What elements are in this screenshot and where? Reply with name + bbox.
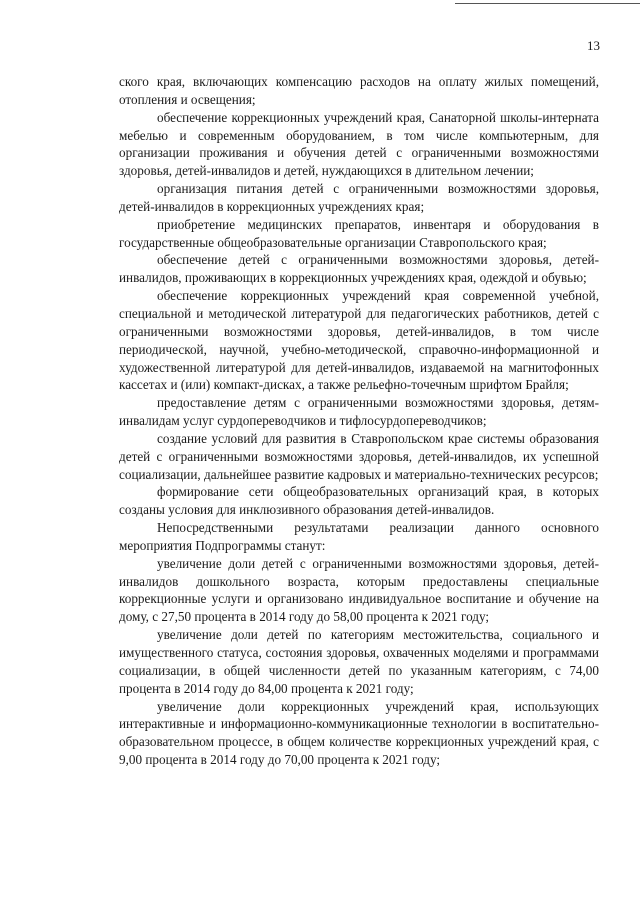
paragraph: ского края, включающих компенсацию расходов на оплату жилых помещений, отопления и освещения; [119,74,599,107]
paragraph: увеличение доли детей по категориям местожительства, социального и имущественного статуса, состояния здоровья, охваченных моделями и программами социализации, в общей численности детей по указанным категориям, с 74,00 процента в 2014 году до 84,00 процента к 2021 году; [119,627,599,696]
paragraph: предоставление детям с ограниченными возможностями здоровья, детям-инвалидам услуг сурдопереводчиков и тифлосурдопереводчиков; [119,395,599,429]
document-body [119,73,599,769]
paragraph: организация питания детей с ограниченными возможностями здоровья, детей-инвалидов в коррекционных учреждениях края; [119,181,599,214]
paragraph: обеспечение детей с ограниченными возможностями здоровья, детей-инвалидов, проживающих в коррекционных учреждениях края, одеждой и обувью; [119,252,599,286]
paragraph: приобретение медицинских препаратов, инвентаря и оборудования в государственные общеобразовательные организации Ставропольского края; [119,216,599,250]
page-number: 13 [587,38,600,53]
top-rule [455,3,640,4]
paragraph: Непосредственными результатами реализации данного основного мероприятия Подпрограммы станут: [119,520,599,553]
paragraph: увеличение доли коррекционных учреждений края, использующих интерактивные и информационно-коммуникационные технологии в воспитательно-образовательном процессе, в общем количестве коррекционных учреждений края, с 9,00 процента в 2014 году до 70,00 процента к 2021 году; [119,698,599,768]
paragraph: увеличение доли детей с ограниченными возможностями здоровья, детей-инвалидов дошкольного возраста, которым предоставлены специальные коррекционные услуги и организовано индивидуальное воспитание и обучение на дому, с 27,50 процента в 2014 году до 58,00 процента к 2021 году; [119,555,599,625]
paragraph: формирование сети общеобразовательных организаций края, в которых созданы условия для инклюзивного образования детей-инвалидов. [119,484,599,518]
paragraph: обеспечение коррекционных учреждений края современной учебной, специальной и методической литературой для педагогических работников, детей с ограниченными возможностями здоровья, детей-инвалидов, в том числе периодической, научной, учебно-методической, справочно-информационной и художественной литературой для детей-инвалидов, издаваемой на магнитофонных кассетах и (или) компакт-дисках, а также рельефно-точечным шрифтом Брайля; [119,288,599,393]
paragraph: создание условий для развития в Ставропольском крае системы образования детей с ограниченными возможностями здоровья, детей-инвалидов, их успешной социализации, дальнейшее развитие кадровых и материально-технических ресурсов; [119,430,599,482]
paragraph: обеспечение коррекционных учреждений края, Санаторной школы-интерната мебелью и современным оборудованием, в том числе компьютерным, для организации проживания и обучения детей с ограниченными возможностями здоровья, детей-инвалидов и детей, нуждающихся в длительном лечении; [119,109,599,179]
